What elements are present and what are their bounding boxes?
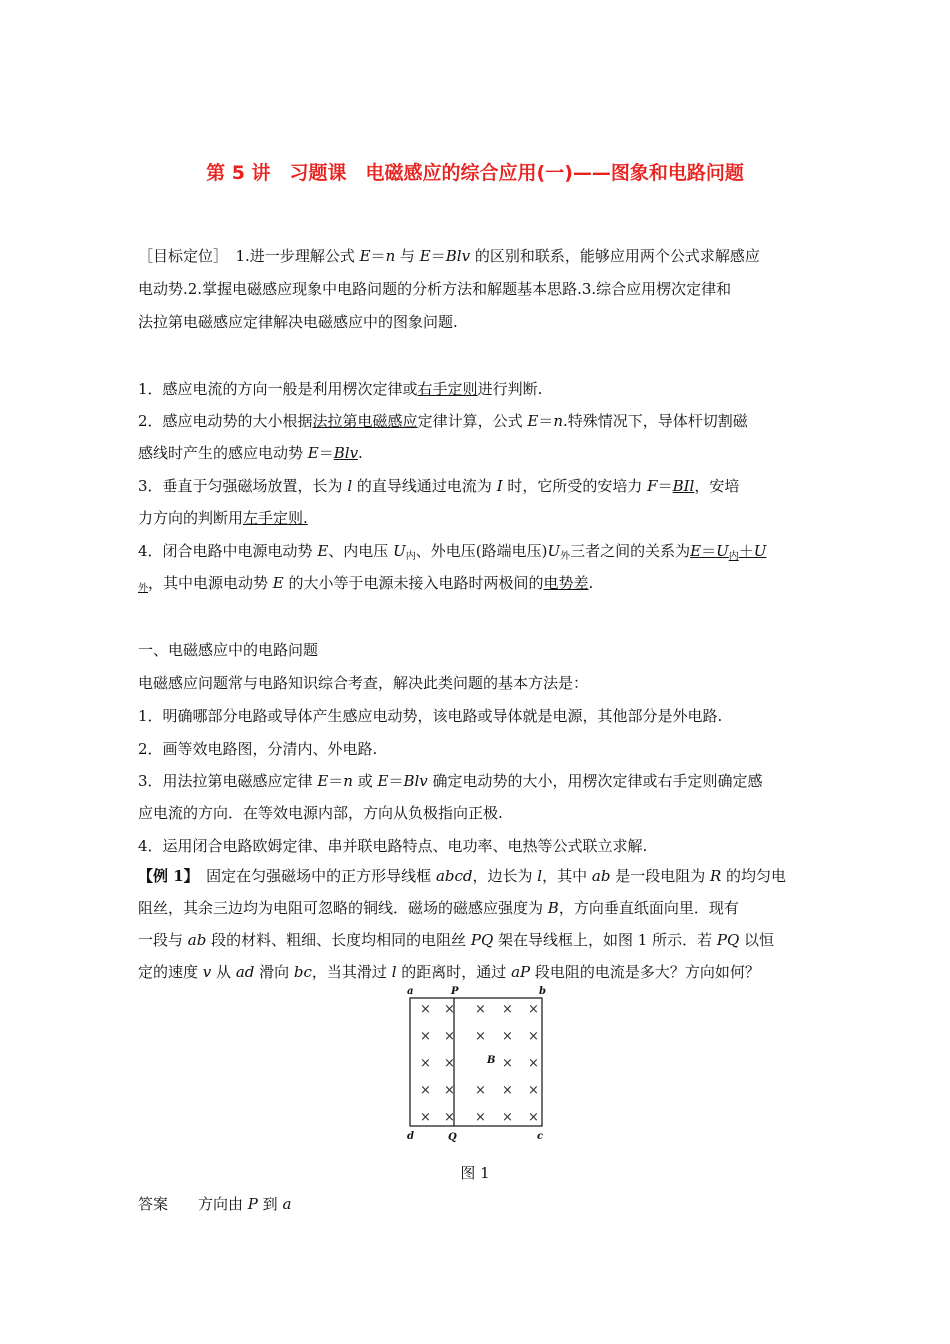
field-cross: × bbox=[420, 1029, 431, 1044]
label-c: c bbox=[537, 1131, 544, 1142]
field-cross: × bbox=[528, 1056, 539, 1071]
magnetic-field-crosses bbox=[420, 1002, 539, 1125]
method-step-4: 4．运用闭合电路欧姆定律、串并联电路特点、电功率、电热等公式联立求解. bbox=[138, 837, 648, 855]
example-line-4: 定的速度 v 从 ad 滑向 bc，当其滑过 l 的距离时，通过 aP 段电阻的电流是多大？方向如何？ bbox=[138, 963, 760, 981]
field-cross: × bbox=[502, 1083, 513, 1098]
example-line-2: 阻丝，其余三边均为电阻可忽略的铜线．磁场的磁感应强度为 B，方向垂直纸面向里．现有 bbox=[138, 899, 739, 917]
label-q: Q bbox=[448, 1132, 457, 1143]
label-d: d bbox=[407, 1131, 414, 1142]
label-a: a bbox=[407, 986, 414, 997]
field-cross: × bbox=[420, 1002, 431, 1017]
objective-line-3: 法拉第电磁感应定律解决电磁感应中的图象问题. bbox=[138, 313, 458, 331]
section-intro: 电磁感应问题常与电路知识综合考查，解决此类问题的基本方法是： bbox=[138, 674, 589, 692]
review-item-3-cont: 力方向的判断用左手定则. bbox=[138, 509, 308, 527]
wire-frame-figure bbox=[398, 982, 558, 1144]
field-cross: × bbox=[528, 1083, 539, 1098]
field-cross: × bbox=[502, 1110, 513, 1125]
field-cross: × bbox=[502, 1056, 513, 1071]
field-cross: × bbox=[444, 1056, 455, 1071]
field-cross: × bbox=[420, 1056, 431, 1071]
objective-line-2: 电动势.2.掌握电磁感应现象中电路问题的分析方法和解题基本思路.3.综合应用楞次定律和 bbox=[138, 280, 732, 298]
figure-caption: 图 1 bbox=[460, 1164, 490, 1182]
field-cross: × bbox=[528, 1002, 539, 1017]
example-tag: 【例 1】 bbox=[138, 867, 192, 885]
field-cross: × bbox=[502, 1029, 513, 1044]
field-cross: × bbox=[444, 1110, 455, 1125]
label-field-b: B bbox=[487, 1055, 496, 1066]
review-item-2-cont: 感线时产生的感应电动势 E＝Blv. bbox=[138, 444, 363, 462]
page-title: 第 5 讲 习题课 电磁感应的综合应用(一)——图象和电路问题 bbox=[206, 162, 744, 184]
field-cross: × bbox=[502, 1002, 513, 1017]
review-item-4-cont: $_外$，其中电源电动势 E 的大小等于电源未接入电路时两极间的电势差. bbox=[138, 574, 594, 594]
label-p: P bbox=[451, 986, 459, 997]
example-line-3: 一段与 ab 段的材料、粗细、长度均相同的电阻丝 PQ 架在导线框上，如图 1 所示．若 PQ 以恒 bbox=[138, 931, 775, 949]
section-heading: 一、电磁感应中的电路问题 bbox=[138, 641, 319, 659]
answer-line: 答案 方向由 P 到 a bbox=[138, 1195, 292, 1213]
field-cross: × bbox=[528, 1029, 539, 1044]
field-cross: × bbox=[444, 1083, 455, 1098]
review-item-3: 3．垂直于匀强磁场放置，长为 l 的直导线通过电流为 I 时，它所受的安培力 F＝BIl，安培 bbox=[138, 477, 740, 495]
field-cross: × bbox=[475, 1110, 486, 1125]
method-step-1: 1．明确哪部分电路或导体产生感应电动势，该电路或导体就是电源，其他部分是外电路. bbox=[138, 707, 723, 725]
field-cross: × bbox=[528, 1110, 539, 1125]
field-cross: × bbox=[475, 1002, 486, 1017]
method-step-3-cont: 应电流的方向．在等效电源内部，方向从负极指向正极. bbox=[138, 804, 503, 822]
method-step-2: 2．画等效电路图，分清内、外电路. bbox=[138, 740, 378, 758]
review-item-1: 1．感应电流的方向一般是利用楞次定律或右手定则进行判断. bbox=[138, 380, 543, 398]
field-cross: × bbox=[420, 1110, 431, 1125]
field-cross: × bbox=[475, 1029, 486, 1044]
method-step-3: 3．用法拉第电磁感应定律 E＝n 或 E＝Blv 确定电动势的大小，用楞次定律或右手定则确定感 bbox=[138, 772, 763, 790]
label-b: b bbox=[539, 986, 546, 997]
review-item-4: 4．闭合电路中电源电动势 E、内电压 $U_内$、外电压(路端电压)$U_外$三者之间的关系为$E=U_内+U$ bbox=[138, 542, 767, 562]
field-cross: × bbox=[420, 1083, 431, 1098]
field-cross: × bbox=[444, 1029, 455, 1044]
example-line-1: 【例 1】 固定在匀强磁场中的正方形导线框 abcd，边长为 l，其中 ab 是一段电阻为 R 的均匀电 bbox=[138, 867, 787, 885]
objective-line-1: ［目标定位］ 1.进一步理解公式 E＝n 与 E＝Blv 的区别和联系，能够应用两个公式求解感应 bbox=[138, 247, 760, 265]
field-cross: × bbox=[444, 1002, 455, 1017]
field-cross: × bbox=[475, 1083, 486, 1098]
review-item-2: 2．感应电动势的大小根据法拉第电磁感应定律计算，公式 E＝n.特殊情况下，导体杆切割磁 bbox=[138, 412, 748, 430]
